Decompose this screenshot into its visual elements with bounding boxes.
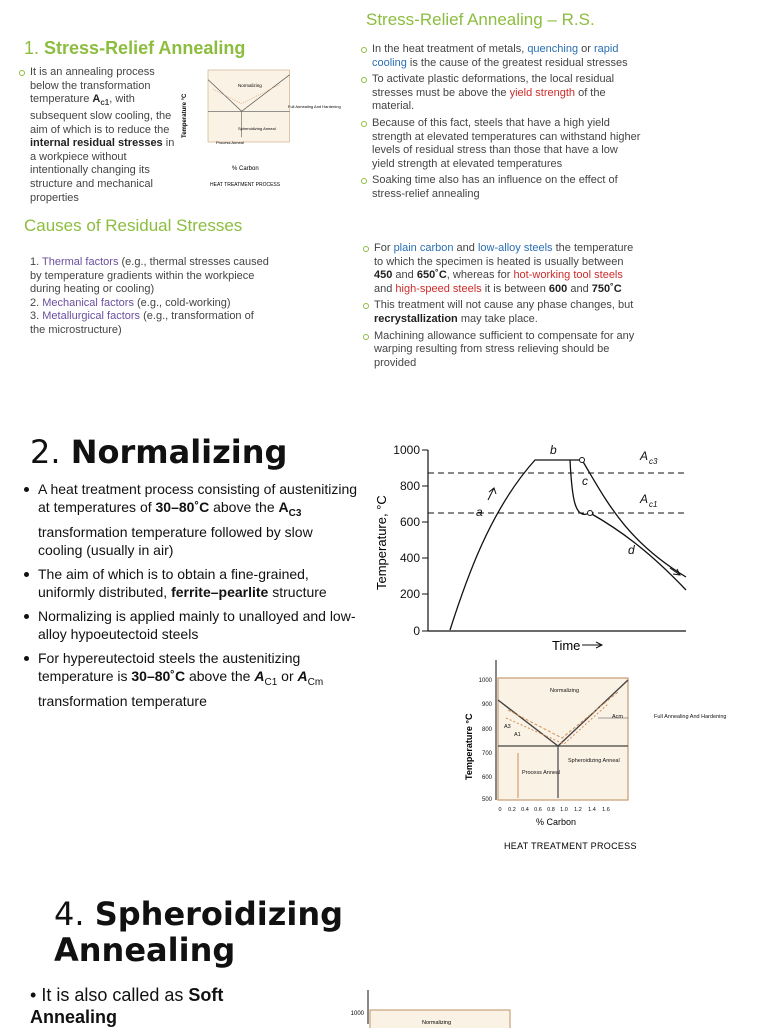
- causes-title: Causes of Residual Stresses: [24, 216, 243, 235]
- pd-y-tick: 1000: [478, 678, 492, 684]
- cooling-curve-d: [582, 460, 686, 577]
- svg-text:HEAT TREATMENT PROCESS: HEAT TREATMENT PROCESS: [210, 182, 281, 188]
- svg-text:Normalizing: Normalizing: [238, 83, 262, 88]
- pd-x-tick: 1.6: [602, 807, 610, 813]
- svg-text:c1: c1: [649, 500, 658, 509]
- label-a: a: [476, 505, 483, 519]
- small-ylabel: Temperature °C: [182, 93, 188, 138]
- cause-item: 2. Mechanical factors (e.g., cold-working): [30, 296, 231, 309]
- pd-y-tick: 900: [481, 702, 492, 708]
- heating-curve: [450, 460, 582, 630]
- pd-xlabel: % Carbon: [536, 817, 577, 827]
- cause-item: 3. Metallurgical factors (e.g., transformation of the microstructure): [30, 310, 254, 336]
- bullet-soaking: Soaking time also has an influence on the effect of stress-relief annealing: [360, 174, 642, 201]
- svg-text:Process Anneal: Process Anneal: [216, 140, 244, 145]
- bullet-temperatures: For plain carbon and low-alloy steels the temperature to which the specimen is heated is usually between 450 and 650˚C, whereas for hot-working tool steels and high-speed steels it is between 600 and 750˚C: [362, 242, 644, 296]
- label-c: c: [582, 474, 588, 488]
- cause-item: 1. Thermal factors (e.g., thermal stresses caused by temperature gradients within the workpiece during heating or cooling): [30, 256, 269, 296]
- pd-x-tick: 0.6: [534, 807, 542, 813]
- normalizing-curve-chart: [370, 440, 700, 655]
- left-title: 1. Stress-Relief Annealing: [24, 38, 246, 58]
- pd-x-tick: 0.4: [521, 807, 529, 813]
- bullet-yield: To activate plastic deformations, the local residual stresses must be above the yield strength of the material.: [360, 73, 642, 114]
- right-bullets-top: [360, 43, 642, 205]
- pd-y-tick: 800: [481, 727, 492, 733]
- y-tick: 1000: [393, 443, 420, 457]
- soft-annealing-bullet: • It is also called as Soft Annealing: [30, 985, 224, 1027]
- normalizing-title: 2. Normalizing: [30, 433, 288, 471]
- spheroidizing-title: 4. Spheroidizing Annealing: [54, 895, 344, 969]
- y-tick: 600: [399, 515, 420, 529]
- pd-acm: Acm: [612, 714, 623, 720]
- normalizing-bullets: [22, 480, 358, 716]
- y-tick: 200: [399, 587, 420, 601]
- pd-y-tick: 500: [481, 797, 492, 803]
- curve-xlabel: Time: [552, 638, 581, 653]
- pd-ylabel: Temperature °C: [464, 713, 474, 780]
- intro-bullet: It is an annealing process below the transformation temperature $A_{c1}$, with subsequent slow cooling, the aim of which is to reduce the internal residual stresses in a workpiece without intentionally changing its structure and mechanical properties: [18, 66, 176, 208]
- svg-text:Spheroidizing Anneal: Spheroidizing Anneal: [238, 126, 276, 131]
- svg-text:Normalizing: Normalizing: [422, 1020, 452, 1026]
- pd-caption: HEAT TREATMENT PROCESS: [504, 841, 637, 851]
- pd-x-tick: 0.8: [547, 807, 555, 813]
- svg-text:c3: c3: [649, 457, 658, 466]
- y-tick: 800: [399, 479, 420, 493]
- bullet-aim: The aim of which is to obtain a fine-grained, uniformly distributed, ferrite–pearlite structure: [22, 565, 358, 601]
- pd-x-tick: 1.2: [574, 807, 582, 813]
- pd-x-tick: 1.0: [560, 807, 568, 813]
- right-title: Stress-Relief Annealing – R.S.: [366, 10, 595, 29]
- pd-full: Full Annealing And Hardening: [654, 714, 727, 720]
- pd-y-tick: 700: [481, 751, 492, 757]
- y-tick: 400: [399, 551, 420, 565]
- y-tick: 0: [413, 624, 420, 638]
- pd-process: Process Anneal: [522, 770, 561, 776]
- right-bullets-bottom: [362, 242, 644, 373]
- pd-spher: Spheroidizing Anneal: [568, 758, 620, 764]
- svg-text:% Carbon: % Carbon: [232, 166, 259, 172]
- curve-ylabel: Temperature, °C: [374, 495, 389, 590]
- pd-normalizing: Normalizing: [550, 688, 580, 694]
- bullet-quenching: In the heat treatment of metals, quenching or rapid cooling is the cause of the greatest residual stresses: [360, 43, 642, 70]
- bullet-hypereutectoid: For hypereutectoid steels the austenitizing temperature is 30–80˚C above the $A_{C1}$ or $A_{Cm}$ transformation temperature: [22, 649, 358, 710]
- pd-x-tick: 0: [498, 807, 502, 813]
- svg-text:1000: 1000: [350, 1011, 364, 1017]
- phase-diagram-bottom: [340, 990, 520, 1024]
- pd-a3: A3: [504, 724, 511, 730]
- pd-y-tick: 600: [481, 775, 492, 781]
- bullet-austenitizing: A heat treatment process consisting of austenitizing at temperatures of 30–80˚C above the $A_{C3}$ transformation temperature followed by slow cooling (usually in air): [22, 480, 358, 559]
- pd-a1: A1: [514, 732, 521, 738]
- label-ac3: A: [640, 449, 649, 463]
- phase-diagram-large: [458, 658, 727, 856]
- bullet-high-yield: Because of this fact, steels that have a high yield strength at elevated temperatures can withstand higher levels of residual stress than those that have a low yield strength at elevated temperatures: [360, 117, 642, 171]
- label-d: d: [628, 543, 635, 557]
- bullet-applied: Normalizing is applied mainly to unalloyed and low-alloy hypoeutectoid steels: [22, 607, 358, 643]
- causes-list: [30, 256, 270, 338]
- pd-x-tick: 0.2: [508, 807, 516, 813]
- time-arrow: [582, 642, 602, 648]
- label-ac1: A: [640, 492, 649, 506]
- label-b: b: [550, 443, 557, 457]
- phase-diagram-small: [176, 62, 341, 192]
- bullet-recrystallization: This treatment will not cause any phase changes, but recrystallization may take place.: [362, 299, 644, 326]
- svg-text:Full Annealing And Hardening: Full Annealing And Hardening: [288, 104, 341, 109]
- bullet-machining: Machining allowance sufficient to compensate for any warping resulting from stress relieving should be provided: [362, 330, 644, 371]
- pd-x-tick: 1.4: [588, 807, 596, 813]
